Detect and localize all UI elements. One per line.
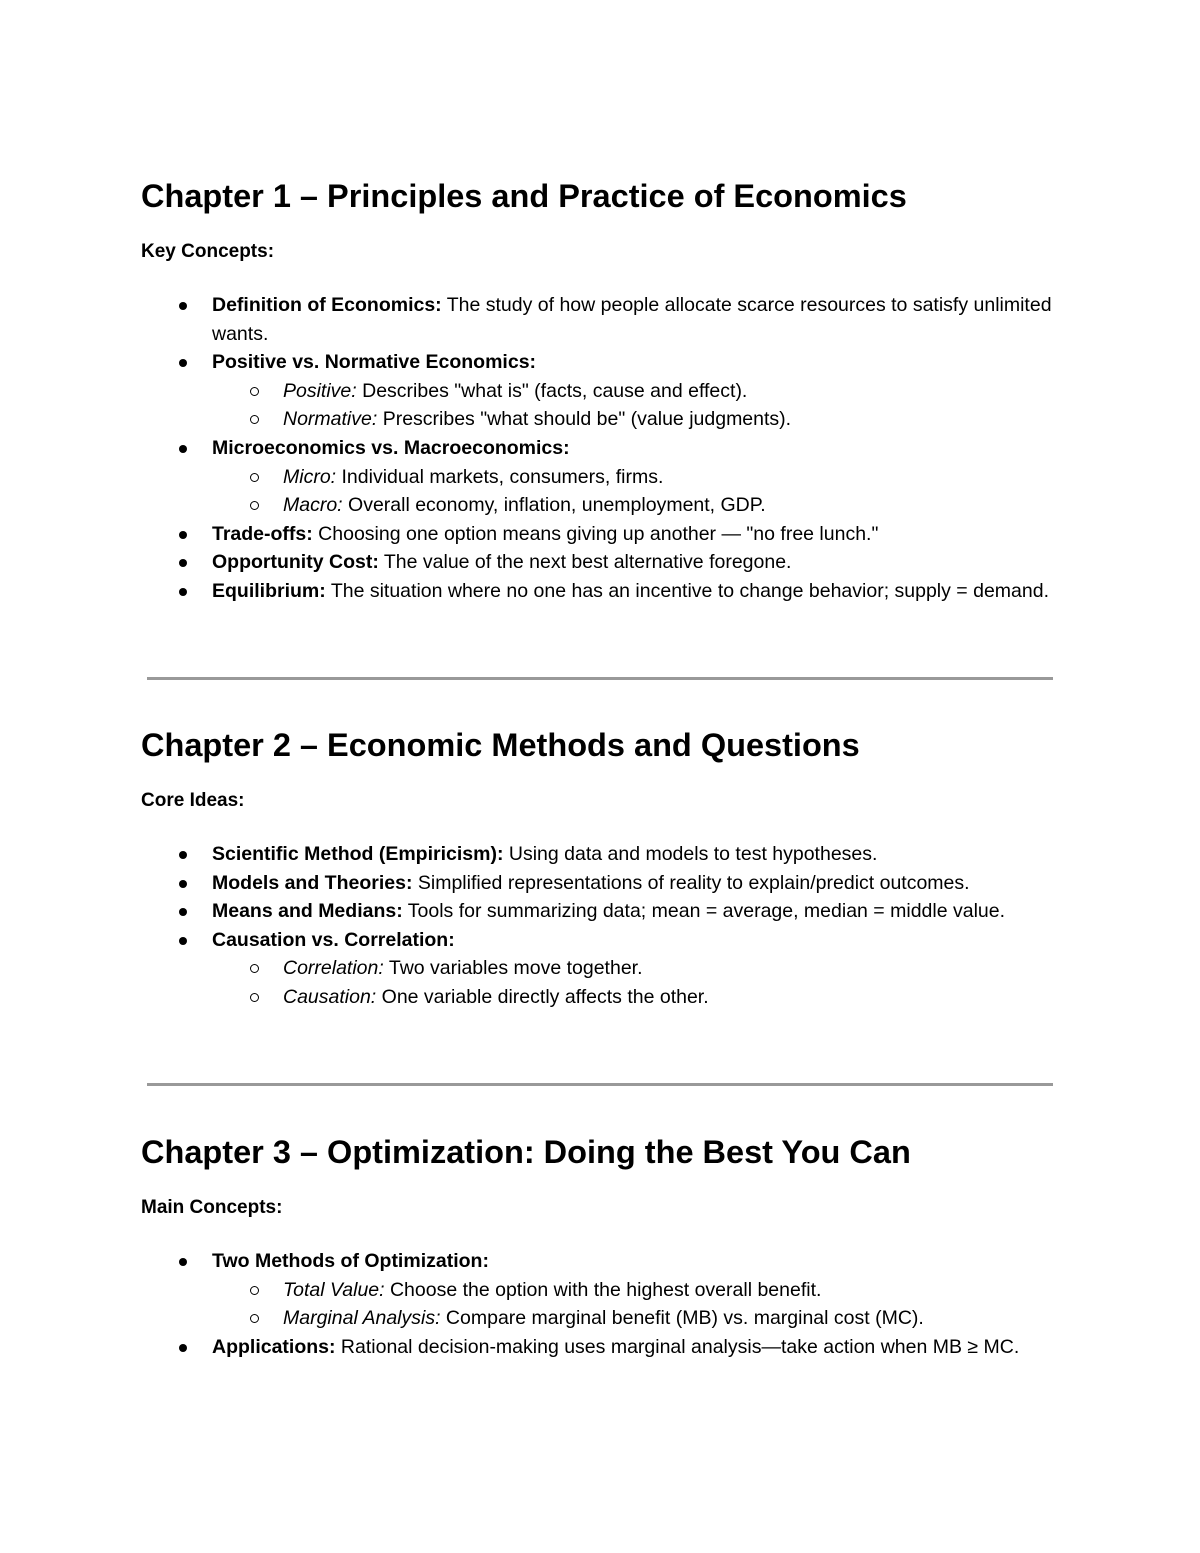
bullet-dot [179,588,187,596]
bullet-circle [250,1286,259,1295]
item-term: Definition of Economics: [212,294,442,316]
list-item [141,926,1061,1012]
item-text: Simplified representations of reality to explain/predict outcomes. [412,871,970,894]
sub-list [212,463,1061,520]
bullet-dot [179,302,187,310]
chapter-3-title: Chapter 3 – Optimization: Doing the Best You Can [141,1134,911,1170]
bullet-circle [250,1314,259,1323]
sub-list-item [212,954,1061,983]
bullet-dot [179,445,187,453]
chapter-2-list [141,840,1061,1012]
sub-item-text: Overall economy, inflation, unemployment, GDP. [342,494,766,517]
sub-item-text: One variable directly affects the other. [376,985,709,1008]
sub-item-text: Individual markets, consumers, firms. [336,465,664,488]
bullet-circle [250,993,259,1002]
chapter-1-section [141,176,1061,606]
sub-list [212,1276,1061,1333]
item-term: Opportunity Cost: [212,551,379,574]
chapter-3-list [141,1247,1061,1361]
sub-list [212,954,1061,1011]
sub-item-term: Normative: [283,408,378,431]
list-item [141,548,1061,577]
list-item [141,897,1061,926]
chapter-2-section [141,725,1061,1012]
bullet-dot [179,937,187,945]
bullet-dot [179,851,187,859]
sub-list-item [212,1304,1061,1333]
sub-item-term: Causation: [283,985,377,1008]
bullet-circle [250,964,259,973]
sub-item-text: Choose the option with the highest overall benefit. [384,1278,822,1301]
list-item [141,869,1061,898]
item-term: Scientific Method (Empiricism): [212,843,504,865]
bullet-dot [179,559,187,567]
sub-item-term: Positive: [283,379,357,402]
list-item [141,577,1061,606]
item-text: The value of the next best alternative foregone. [378,551,792,574]
sub-item-text: Compare marginal benefit (MB) vs. marginal cost (MC). [440,1307,924,1330]
item-text: Tools for summarizing data; mean = average, median = middle value. [402,900,1006,923]
item-term: Two Methods of Optimization: [212,1250,489,1272]
sub-item-text: Two variables move together. [383,957,643,980]
list-item [141,520,1061,549]
bullet-circle [250,473,259,482]
list-item [141,1247,1061,1333]
item-text: Choosing one option means giving up another — "no free lunch." [312,522,879,545]
chapter-3-subheading: Main Concepts: [141,1197,283,1218]
sub-item-term: Marginal Analysis: [283,1307,441,1330]
list-item [141,291,1061,348]
sub-list-item [212,377,1061,406]
bullet-circle [250,501,259,510]
item-text: Rational decision-making uses marginal analysis—take action when MB ≥ MC. [335,1335,1020,1358]
item-term: Positive vs. Normative Economics: [212,351,537,374]
chapter-1-title: Chapter 1 – Principles and Practice of Economics [141,178,907,214]
bullet-dot [179,880,187,888]
sub-list-item [212,491,1061,520]
item-term: Models and Theories: [212,871,413,894]
item-term: Trade-offs: [212,522,313,545]
sub-item-term: Total Value: [283,1278,385,1301]
bullet-dot [179,908,187,916]
chapter-2-title: Chapter 2 – Economic Methods and Questions [141,727,860,763]
sub-list-item [212,405,1061,434]
item-text: Using data and models to test hypotheses. [503,843,878,865]
item-term: Means and Medians: [212,900,403,923]
chapter-2-subheading: Core Ideas: [141,790,245,811]
item-text: The study of how people allocate scarce resources to satisfy unlimited wants. [212,294,1052,345]
bullet-circle [250,415,259,424]
item-term: Applications: [212,1335,336,1358]
sub-list-item [212,1276,1061,1305]
chapter-3-section [141,1132,1061,1361]
bullet-dot [179,531,187,539]
sub-list-item [212,983,1061,1012]
sub-list-item [212,463,1061,492]
item-term: Causation vs. Correlation: [212,928,455,951]
sub-item-term: Macro: [283,494,343,517]
bullet-dot [179,359,187,367]
sub-item-text: Prescribes "what should be" (value judgments). [377,408,792,431]
chapter-1-subheading: Key Concepts: [141,241,275,262]
list-item [141,1333,1061,1362]
list-item [141,348,1061,434]
item-term: Equilibrium: [212,579,326,602]
section-divider [147,677,1053,680]
bullet-dot [179,1344,187,1352]
bullet-dot [179,1258,187,1266]
chapter-1-list [141,291,1061,606]
sub-item-text: Describes "what is" (facts, cause and effect). [356,379,748,402]
bullet-circle [250,387,259,396]
sub-item-term: Micro: [283,465,337,488]
sub-list [212,377,1061,434]
list-item [141,840,1061,869]
list-item [141,434,1061,520]
item-term: Microeconomics vs. Macroeconomics: [212,436,570,459]
section-divider [147,1083,1053,1086]
item-text: The situation where no one has an incentive to change behavior; supply = demand. [325,579,1050,602]
sub-item-term: Correlation: [283,957,384,980]
